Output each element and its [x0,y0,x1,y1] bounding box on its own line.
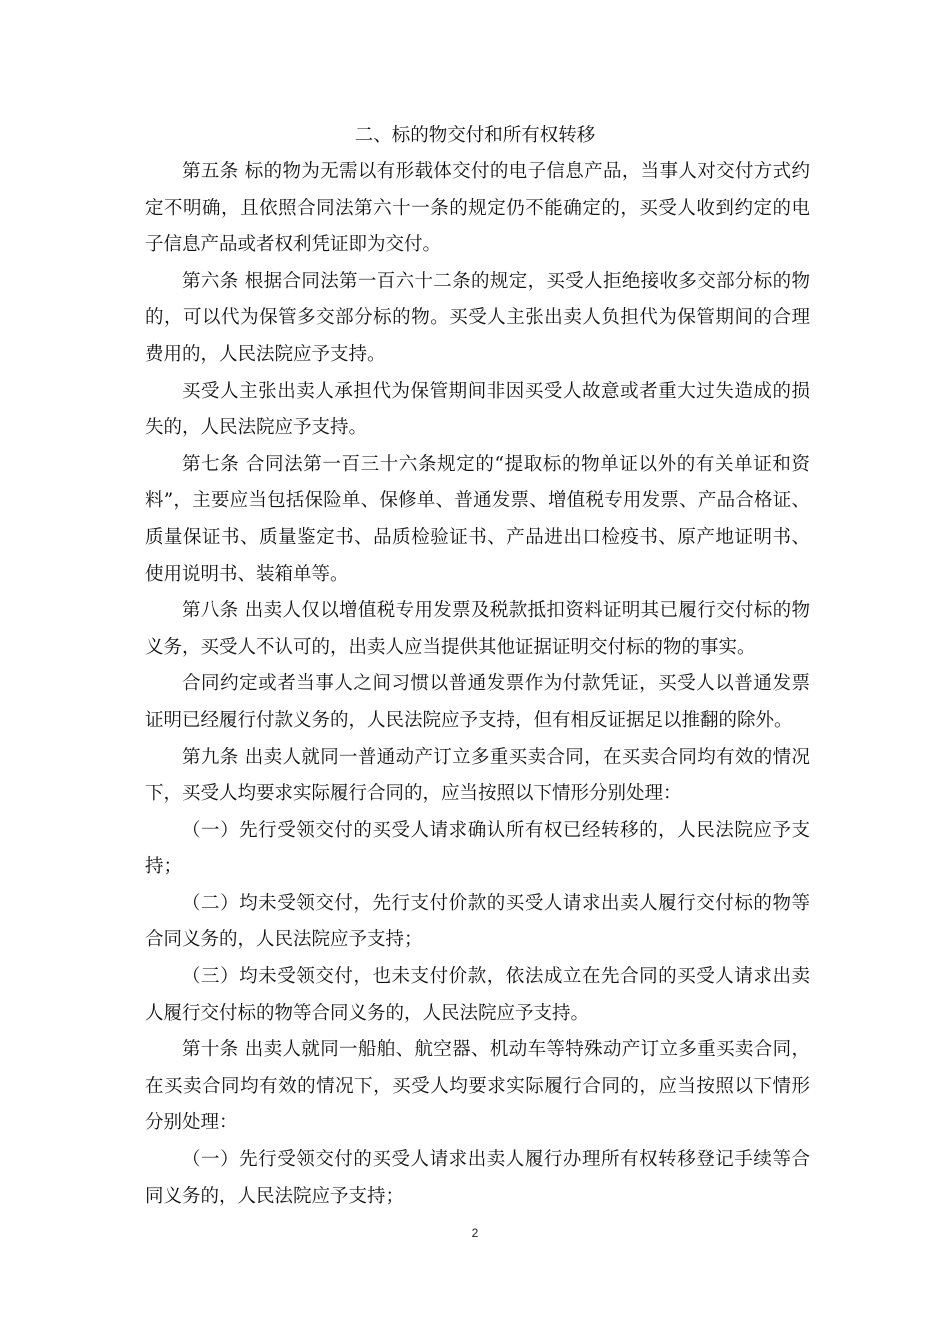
article-6-second-paragraph: 买受人主张出卖人承担代为保管期间非因买受人故意或者重大过失造成的损失的，人民法院应予支持。 [145,380,810,439]
article-8-second-paragraph: 合同约定或者当事人之间习惯以普通发票作为付款凭证，买受人以普通发票证明已经履行付款义务的，人民法院应予支持，但有相反证据足以推翻的除外。 [145,673,810,731]
article-9-item-1: （一）先行受领交付的买受人请求确认所有权已经转移的，人民法院应予支持； [145,819,810,878]
section-title: 二、标的物交付和所有权转移 [354,125,596,146]
body-text [145,154,810,1215]
page-number: 2 [471,1226,479,1240]
article-9-paragraph: 第九条 出卖人就同一普通动产订立多重买卖合同，在买卖合同均有效的情况下，买受人均要求实际履行合同的，应当按照以下情形分别处理： [145,746,810,805]
article-9-item-3: （三）均未受领交付，也未支付价款，依法成立在先合同的买受人请求出卖人履行交付标的物等合同义务的，人民法院应予支持。 [145,966,810,1024]
article-6-paragraph: 第六条 根据合同法第一百六十二条的规定，买受人拒绝接收多交部分标的物的，可以代为保管多交部分标的物。买受人主张出卖人负担代为保管期间的合理费用的，人民法院应予支持。 [145,270,810,365]
article-10-paragraph: 第十条 出卖人就同一船舶、航空器、机动车等特殊动产订立多重买卖合同，在买卖合同均有效的情况下，买受人均要求实际履行合同的，应当按照以下情形分别处理： [145,1039,810,1134]
article-9-item-2: （二）均未受领交付，先行支付价款的买受人请求出卖人履行交付标的物等合同义务的，人民法院应予支持； [145,892,810,951]
article-7-paragraph: 第七条 合同法第一百三十六条规定的“提取标的物单证以外的有关单证和资料”，主要应当包括保险单、保修单、普通发票、增值税专用发票、产品合格证、质量保证书、质量鉴定书、品质检验证书、产品进出口检疫书、原产地证明书、使用说明书、装箱单等。 [145,453,810,585]
article-8-paragraph: 第八条 出卖人仅以增值税专用发票及税款抵扣资料证明其已履行交付标的物义务，买受人不认可的，出卖人应当提供其他证据证明交付标的物的事实。 [145,600,810,658]
article-5-paragraph: 第五条 标的物为无需以有形载体交付的电子信息产品，当事人对交付方式约定不明确，且依照合同法第六十一条的规定仍不能确定的，买受人收到约定的电子信息产品或者权利凭证即为交付。 [145,161,810,256]
article-10-item-1: （一）先行受领交付的买受人请求出卖人履行办理所有权转移登记手续等合同义务的，人民法院应予支持； [145,1149,810,1207]
